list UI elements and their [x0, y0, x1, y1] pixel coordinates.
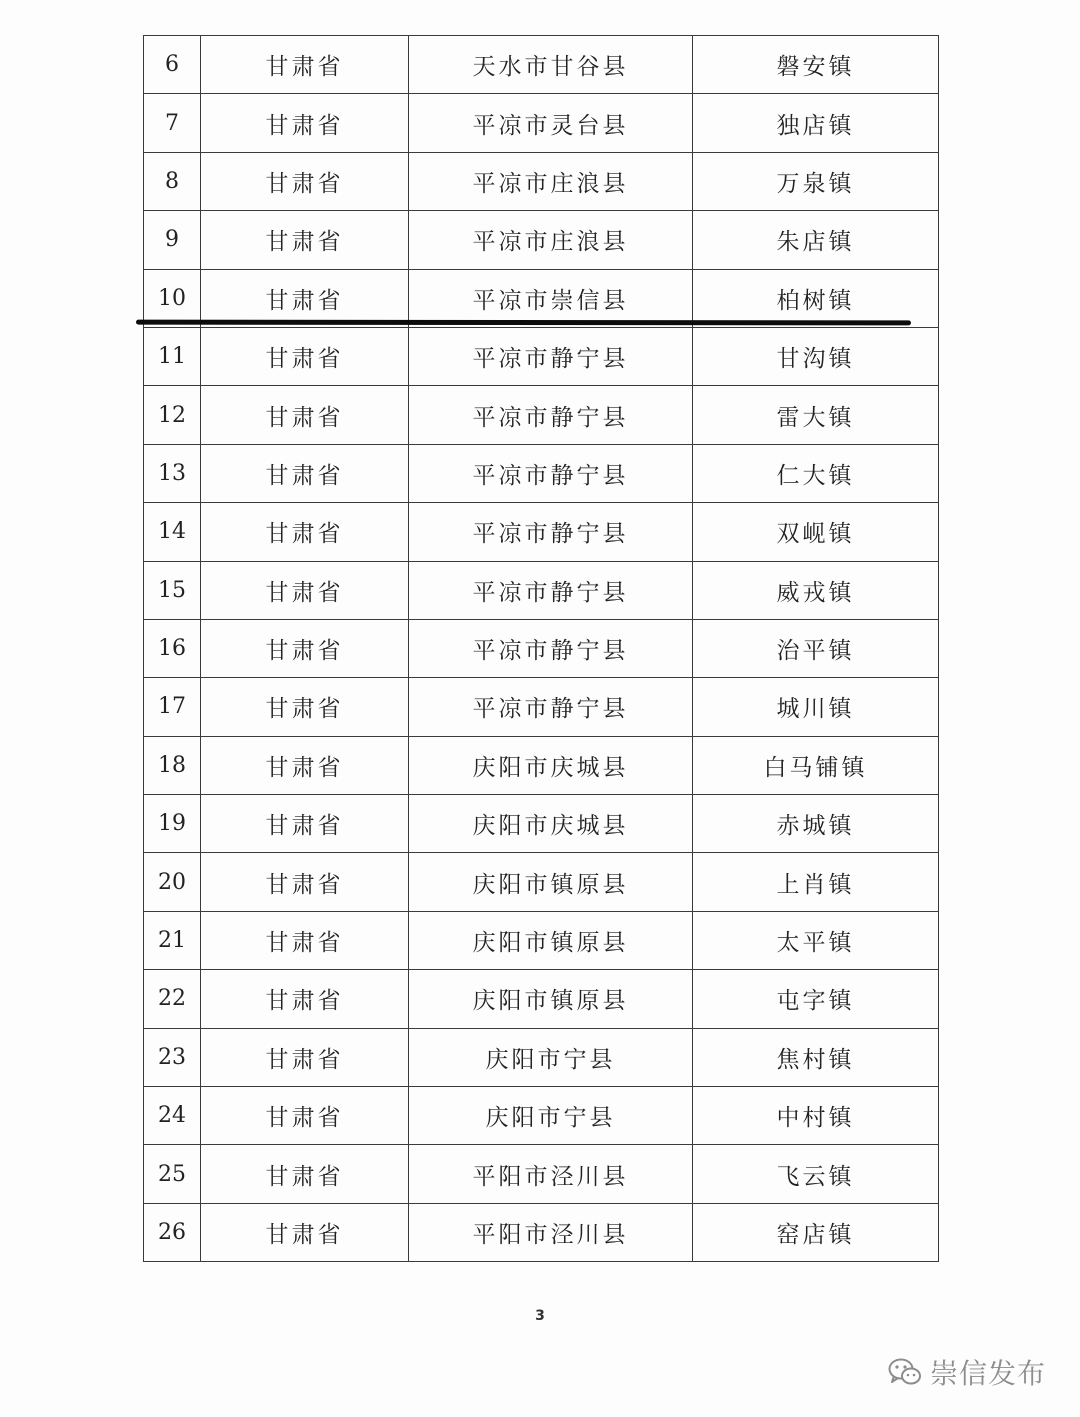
- town-cell: 柏树镇: [693, 269, 939, 327]
- county-cell: 平凉市庄浪县: [409, 152, 693, 210]
- table-row: [144, 678, 939, 736]
- table-body: [144, 36, 939, 1262]
- town-cell: 飞云镇: [693, 1145, 939, 1203]
- province-cell: 甘肃省: [201, 327, 409, 385]
- row-number-cell: 6: [144, 36, 201, 94]
- province-cell: 甘肃省: [201, 853, 409, 911]
- province-cell: 甘肃省: [201, 503, 409, 561]
- county-cell: 庆阳市庆城县: [409, 795, 693, 853]
- town-cell: 雷大镇: [693, 386, 939, 444]
- province-cell: 甘肃省: [201, 36, 409, 94]
- row-number-cell: 9: [144, 211, 201, 269]
- row-number-cell: 10: [144, 269, 201, 327]
- town-cell: 焦村镇: [693, 1028, 939, 1086]
- table-row: [144, 736, 939, 794]
- town-cell: 治平镇: [693, 619, 939, 677]
- table-row: [144, 1028, 939, 1086]
- table-row: [144, 970, 939, 1028]
- province-cell: 甘肃省: [201, 386, 409, 444]
- town-cell: 太平镇: [693, 911, 939, 969]
- county-cell: 平阳市泾川县: [409, 1145, 693, 1203]
- town-cell: 万泉镇: [693, 152, 939, 210]
- watermark: [888, 1352, 1046, 1392]
- province-cell: 甘肃省: [201, 1203, 409, 1261]
- table-row: [144, 36, 939, 94]
- table-row: [144, 327, 939, 385]
- wechat-icon: [888, 1357, 922, 1387]
- row-number-cell: 14: [144, 503, 201, 561]
- table-row: [144, 94, 939, 152]
- county-cell: 平阳市泾川县: [409, 1203, 693, 1261]
- county-cell: 平凉市静宁县: [409, 386, 693, 444]
- county-cell: 平凉市静宁县: [409, 444, 693, 502]
- row-number-cell: 11: [144, 327, 201, 385]
- hand-drawn-underline: [136, 320, 911, 326]
- county-cell: 平凉市静宁县: [409, 561, 693, 619]
- row-number-cell: 21: [144, 911, 201, 969]
- table-row: [144, 152, 939, 210]
- row-number-cell: 19: [144, 795, 201, 853]
- county-cell: 平凉市静宁县: [409, 503, 693, 561]
- town-cell: 屯字镇: [693, 970, 939, 1028]
- province-cell: 甘肃省: [201, 911, 409, 969]
- county-cell: 庆阳市镇原县: [409, 853, 693, 911]
- table-row: [144, 561, 939, 619]
- town-cell: 双岘镇: [693, 503, 939, 561]
- row-number-cell: 17: [144, 678, 201, 736]
- row-number-cell: 13: [144, 444, 201, 502]
- town-cell: 中村镇: [693, 1087, 939, 1145]
- town-cell: 朱店镇: [693, 211, 939, 269]
- county-cell: 天水市甘谷县: [409, 36, 693, 94]
- town-cell: 窑店镇: [693, 1203, 939, 1261]
- town-cell: 上肖镇: [693, 853, 939, 911]
- county-cell: 平凉市崇信县: [409, 269, 693, 327]
- province-cell: 甘肃省: [201, 1028, 409, 1086]
- table-row: [144, 269, 939, 327]
- town-cell: 甘沟镇: [693, 327, 939, 385]
- table-row: [144, 911, 939, 969]
- county-cell: 庆阳市镇原县: [409, 911, 693, 969]
- watermark-text: 崇信发布: [929, 1357, 1046, 1390]
- province-cell: 甘肃省: [201, 619, 409, 677]
- row-number-cell: 25: [144, 1145, 201, 1203]
- page-number: 3: [535, 1308, 545, 1324]
- province-cell: 甘肃省: [201, 444, 409, 502]
- table-row: [144, 619, 939, 677]
- table-row: [144, 444, 939, 502]
- table-row: [144, 211, 939, 269]
- row-number-cell: 8: [144, 152, 201, 210]
- county-cell: 平凉市静宁县: [409, 678, 693, 736]
- row-number-cell: 15: [144, 561, 201, 619]
- town-cell: 独店镇: [693, 94, 939, 152]
- county-cell: 庆阳市宁县: [409, 1028, 693, 1086]
- province-cell: 甘肃省: [201, 152, 409, 210]
- town-cell: 威戎镇: [693, 561, 939, 619]
- province-cell: 甘肃省: [201, 736, 409, 794]
- province-cell: 甘肃省: [201, 211, 409, 269]
- row-number-cell: 12: [144, 386, 201, 444]
- row-number-cell: 22: [144, 970, 201, 1028]
- county-cell: 平凉市静宁县: [409, 327, 693, 385]
- province-cell: 甘肃省: [201, 1087, 409, 1145]
- county-cell: 庆阳市镇原县: [409, 970, 693, 1028]
- row-number-cell: 24: [144, 1087, 201, 1145]
- row-number-cell: 23: [144, 1028, 201, 1086]
- county-cell: 庆阳市宁县: [409, 1087, 693, 1145]
- row-number-cell: 26: [144, 1203, 201, 1261]
- table-row: [144, 1087, 939, 1145]
- town-cell: 赤城镇: [693, 795, 939, 853]
- table-row: [144, 853, 939, 911]
- town-cell: 白马铺镇: [693, 736, 939, 794]
- row-number-cell: 20: [144, 853, 201, 911]
- province-cell: 甘肃省: [201, 561, 409, 619]
- table-row: [144, 386, 939, 444]
- province-cell: 甘肃省: [201, 970, 409, 1028]
- province-cell: 甘肃省: [201, 678, 409, 736]
- row-number-cell: 16: [144, 619, 201, 677]
- table-row: [144, 795, 939, 853]
- town-list-table: [143, 35, 939, 1262]
- county-cell: 平凉市灵台县: [409, 94, 693, 152]
- table-row: [144, 1203, 939, 1261]
- province-cell: 甘肃省: [201, 1145, 409, 1203]
- table-row: [144, 503, 939, 561]
- province-cell: 甘肃省: [201, 269, 409, 327]
- town-cell: 城川镇: [693, 678, 939, 736]
- town-cell: 磐安镇: [693, 36, 939, 94]
- row-number-cell: 18: [144, 736, 201, 794]
- province-cell: 甘肃省: [201, 94, 409, 152]
- county-cell: 平凉市庄浪县: [409, 211, 693, 269]
- table-row: [144, 1145, 939, 1203]
- town-cell: 仁大镇: [693, 444, 939, 502]
- county-cell: 平凉市静宁县: [409, 619, 693, 677]
- county-cell: 庆阳市庆城县: [409, 736, 693, 794]
- row-number-cell: 7: [144, 94, 201, 152]
- province-cell: 甘肃省: [201, 795, 409, 853]
